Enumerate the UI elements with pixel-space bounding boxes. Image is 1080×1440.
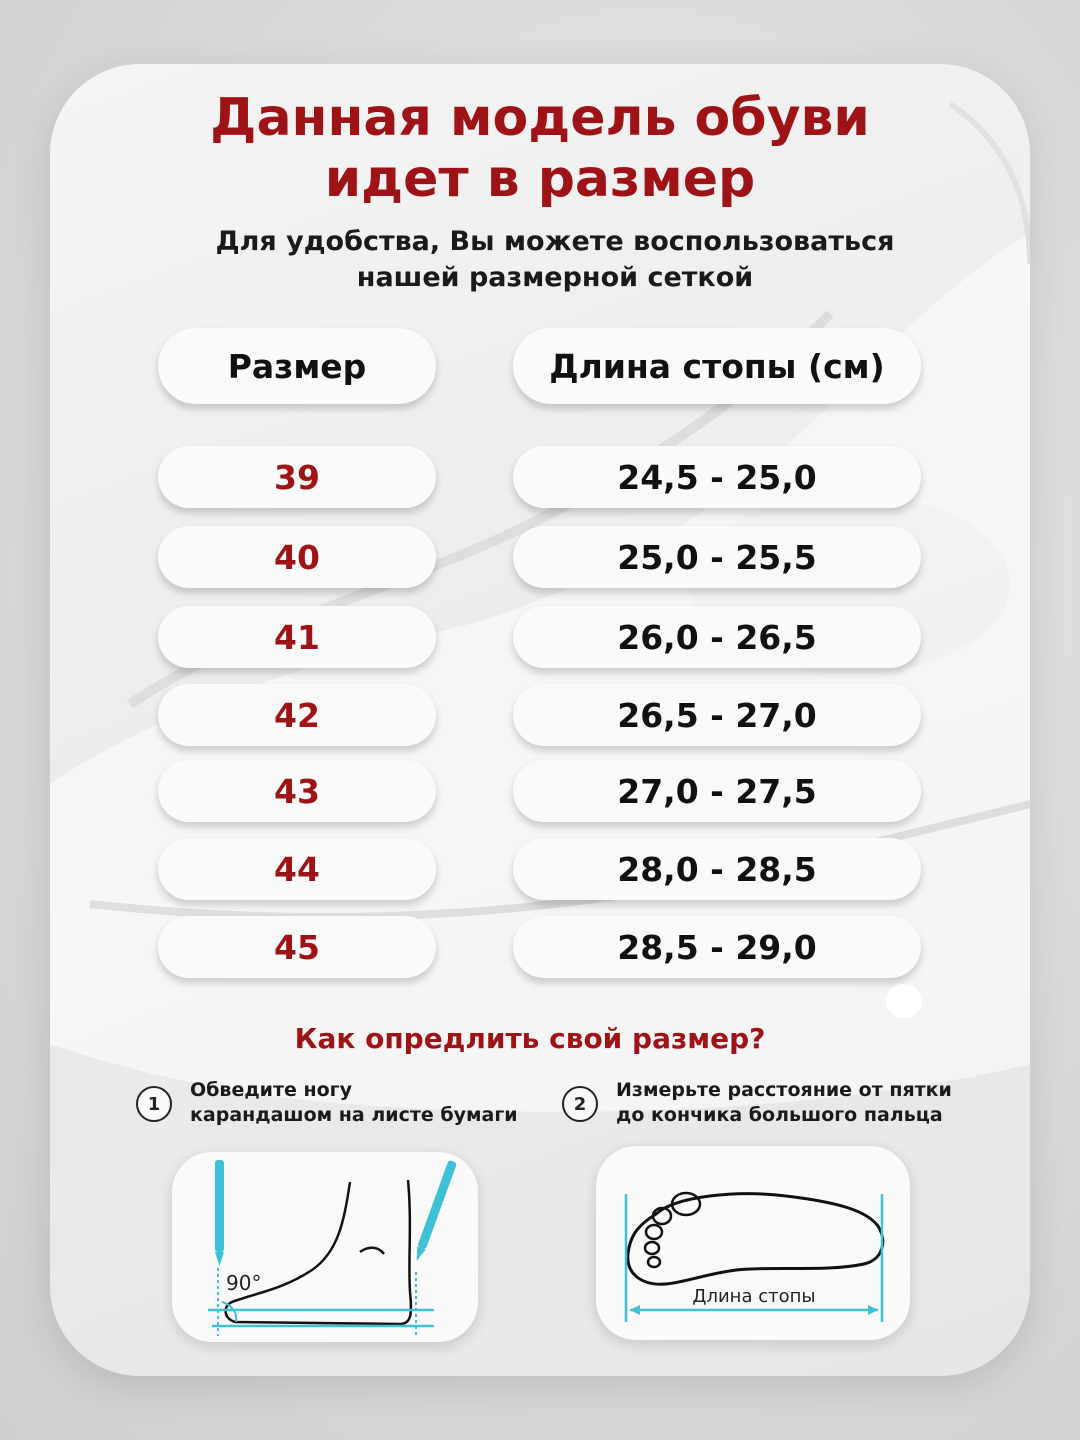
- size-cell: 39: [158, 446, 436, 508]
- size-chart-card: [50, 64, 1030, 1376]
- foot-length-cell: 24,5 - 25,0: [513, 446, 921, 508]
- foot-length-illustration: [596, 1146, 910, 1340]
- subtitle-line-1: Для удобства, Вы можете воспользоваться: [215, 226, 895, 257]
- foot-length-cell: 26,5 - 27,0: [513, 684, 921, 746]
- step-1-text: [190, 1078, 518, 1128]
- foot-side-icon: [172, 1152, 478, 1342]
- step-1-number: 1: [136, 1086, 172, 1122]
- foot-length-cell: 25,0 - 25,5: [513, 526, 921, 588]
- subtitle-line-2: нашей размерной сеткой: [356, 262, 754, 293]
- size-column-header: Размер: [158, 328, 436, 404]
- size-cell: 45: [158, 916, 436, 978]
- size-cell: 40: [158, 526, 436, 588]
- step-2-line-1: Измерьте расстояние от пятки: [616, 1079, 952, 1101]
- length-column-header: Длина стопы (см): [513, 328, 921, 404]
- size-cell: 41: [158, 606, 436, 668]
- step-2-line-2: до кончика большого пальца: [616, 1104, 943, 1126]
- foot-length-cell: 28,0 - 28,5: [513, 838, 921, 900]
- step-2-text: [616, 1078, 952, 1128]
- foot-sole-icon: [596, 1146, 910, 1340]
- page-title-line-2: идет в размер: [324, 149, 756, 209]
- step-2-number: 2: [562, 1086, 598, 1122]
- pencil-icon: [215, 1160, 224, 1266]
- page-title-line-1: Данная модель обуви: [210, 88, 870, 148]
- foot-length-label: Длина стопы: [692, 1286, 816, 1307]
- foot-length-cell: 28,5 - 29,0: [513, 916, 921, 978]
- step-1-line-1: Обведите ногу: [190, 1079, 352, 1101]
- how-to-title: Как опредлить свой размер?: [294, 1022, 766, 1055]
- size-cell: 43: [158, 760, 436, 822]
- size-cell: 42: [158, 684, 436, 746]
- decorative-dot: [886, 984, 922, 1018]
- foot-length-cell: 26,0 - 26,5: [513, 606, 921, 668]
- angle-label: 90°: [226, 1271, 262, 1295]
- foot-length-cell: 27,0 - 27,5: [513, 760, 921, 822]
- size-cell: 44: [158, 838, 436, 900]
- pencil-icon: [412, 1160, 457, 1263]
- foot-tracing-illustration: [172, 1152, 478, 1342]
- step-1-line-2: карандашом на листе бумаги: [190, 1104, 518, 1126]
